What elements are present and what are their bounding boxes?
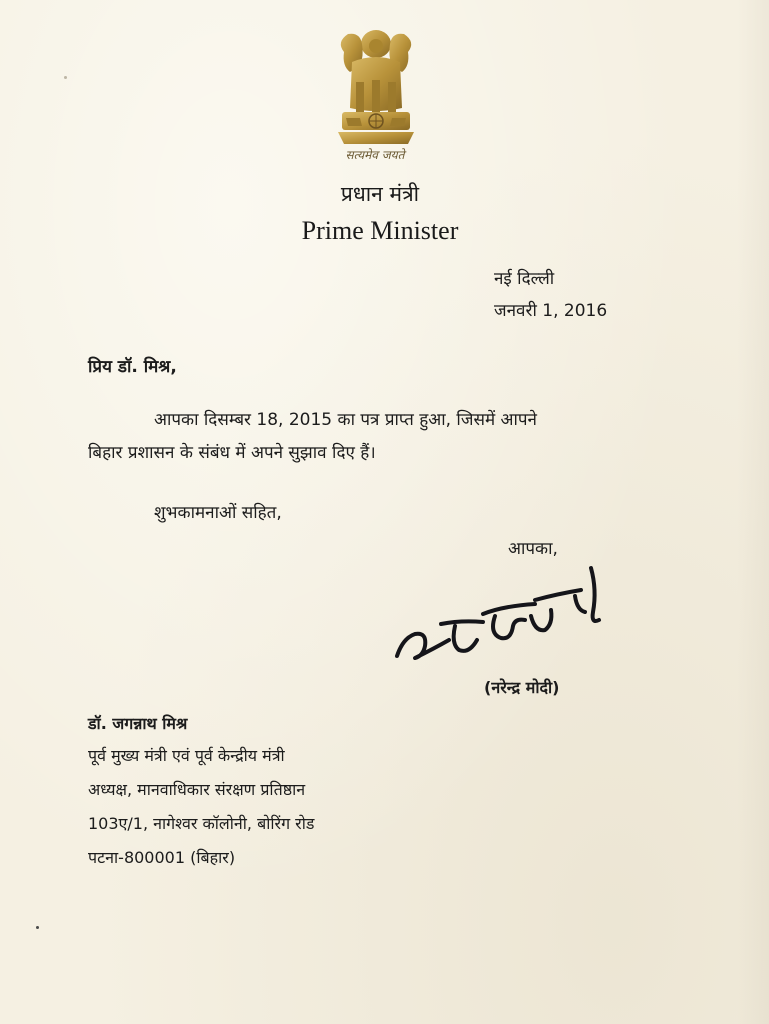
addressee-line: 103ए/1, नागेश्वर कॉलोनी, बोरिंग रोड [88,814,315,833]
letter-body [88,404,688,470]
addressee-name: डॉ. जगन्नाथ मिश्र [88,714,188,733]
signatory-name: (नरेन्द्र मोदी) [484,678,560,697]
body-line-1: आपका दिसम्बर 18, 2015 का पत्र प्राप्त हुआ, जिसमें आपने [154,410,537,430]
ashoka-emblem-icon [330,22,422,150]
salutation: प्रिय डॉ. मिश्र, [88,357,177,377]
addressee-line: पटना-800001 (बिहार) [88,848,236,867]
paper-speck [36,926,39,929]
title-english: Prime Minister [301,216,459,245]
signature-image [385,560,615,672]
title-hindi: प्रधान मंत्री [340,182,420,206]
body-line-2: बिहार प्रशासन के संबंध में अपने सुझाव दिए हैं। [88,443,376,463]
emblem-motto: सत्यमेव जयते [345,148,405,162]
yours-line: आपका, [508,539,558,559]
paper-edge-shade [737,0,769,1024]
letter-place: नई दिल्ली [494,269,555,289]
letter-date: जनवरी 1, 2016 [494,301,608,321]
paper-speck [64,76,67,79]
addressee-line: अध्यक्ष, मानवाधिकार संरक्षण प्रतिष्ठान [88,780,306,799]
closing: शुभकामनाओं सहित, [154,503,282,523]
addressee-line: पूर्व मुख्य मंत्री एवं पूर्व केन्द्रीय मंत्री [88,746,285,765]
